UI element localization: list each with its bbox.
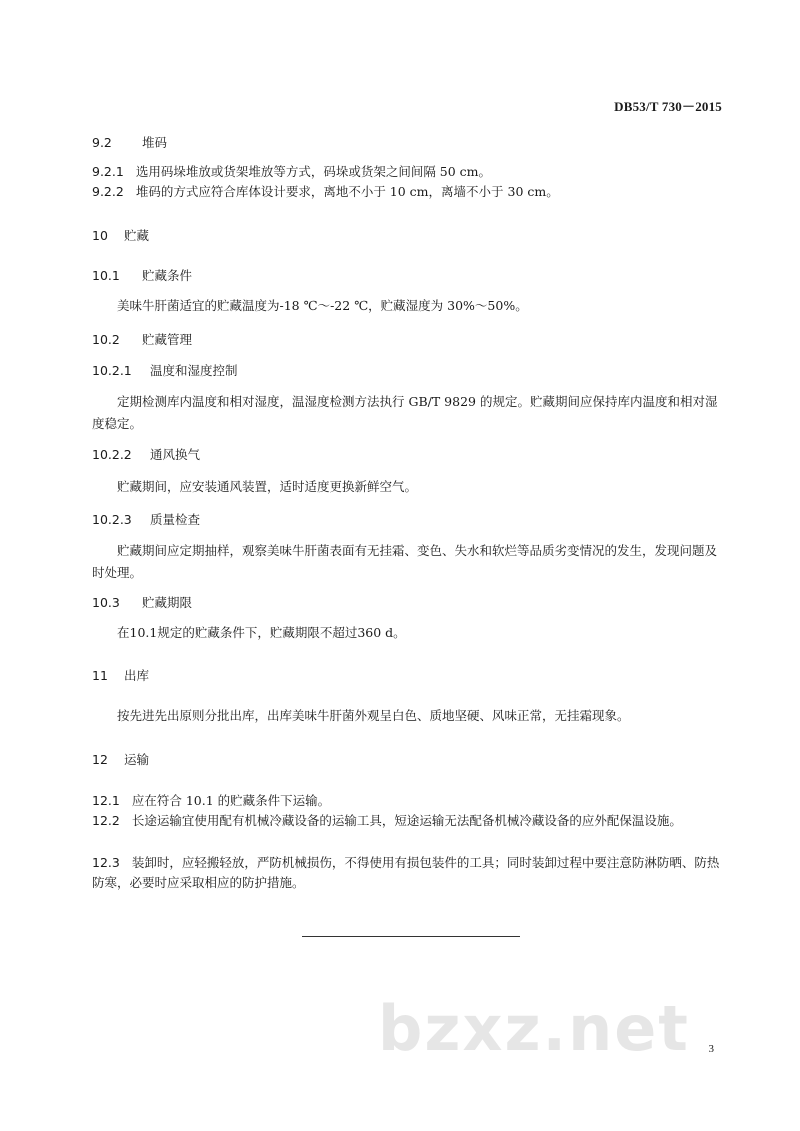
- paragraph-10-2-1: 定期检测库内温度和相对湿度，温湿度检测方法执行 GB/T 9829 的规定。贮藏期间应保持库内温度和相对湿度稳定。: [92, 394, 718, 431]
- clause-text: 装卸时，应轻搬轻放，严防机械损伤，不得使用有损包装件的工具；同时装卸过程中要注意防淋防晒、防热防寒，必要时应采取相应的防护措施。: [92, 855, 720, 890]
- chapter-number: 10: [92, 228, 108, 243]
- section-title: 通风换气: [150, 447, 201, 462]
- heading-12: [92, 750, 728, 770]
- clause-number: 9.2.2: [92, 184, 124, 199]
- heading-10-2: [92, 330, 728, 350]
- chapter-title: 运输: [124, 752, 150, 767]
- section-title: 贮藏条件: [142, 268, 193, 283]
- heading-10: [92, 226, 728, 246]
- section-number: 10.2: [92, 332, 120, 347]
- paragraph-10-2-2: 贮藏期间，应安装通风装置，适时适度更换新鲜空气。: [117, 479, 418, 494]
- page-number: 3: [708, 1043, 714, 1055]
- chapter-title: 贮藏: [124, 228, 150, 243]
- clause-number: 12.1: [92, 793, 120, 808]
- clause-9-2-2: [92, 182, 728, 202]
- clause-9-2-1: [92, 162, 728, 182]
- section-title: 贮藏管理: [142, 332, 193, 347]
- heading-10-2-2: [92, 445, 728, 465]
- heading-9-2: [92, 133, 728, 153]
- paragraph-10-2-3: 贮藏期间应定期抽样，观察美味牛肝菌表面有无挂霜、变色、失水和软烂等品质劣变情况的发生，发现问题及时处理。: [92, 543, 718, 580]
- section-title: 质量检查: [150, 512, 201, 527]
- clause-number: 12.2: [92, 813, 120, 828]
- watermark: bzxz.net: [378, 992, 690, 1065]
- clause-text: 选用码垛堆放或货架堆放等方式，码垛或货架之间间隔 50 cm。: [135, 164, 492, 179]
- clause-12-3: [92, 853, 728, 893]
- paragraph-11: 按先进先出原则分批出库，出库美味牛肝菌外观呈白色、质地坚硬、风味正常，无挂霜现象。: [117, 708, 630, 723]
- section-title: 贮藏期限: [142, 595, 193, 610]
- section-number: 9.2: [92, 135, 112, 150]
- heading-10-2-3: [92, 510, 728, 530]
- chapter-number: 12: [92, 752, 108, 767]
- clause-text: 长途运输宜使用配有机械冷藏设备的运输工具，短途运输无法配备机械冷藏设备的应外配保温设施。: [131, 813, 682, 828]
- heading-11: [92, 666, 728, 686]
- section-title: 堆码: [142, 135, 168, 150]
- section-number: 10.2.1: [92, 363, 132, 378]
- standard-code: DB53/T 730－2015: [614, 99, 722, 114]
- chapter-number: 11: [92, 668, 108, 683]
- section-number: 10.2.3: [92, 512, 132, 527]
- heading-10-2-1: [92, 361, 728, 381]
- clause-number: 9.2.1: [92, 164, 124, 179]
- clause-text: 堆码的方式应符合库体设计要求，离地不小于 10 cm，离墙不小于 30 cm。: [135, 184, 559, 199]
- clause-12-1: [92, 791, 728, 811]
- section-number: 10.3: [92, 595, 120, 610]
- clause-text: 应在符合 10.1 的贮藏条件下运输。: [131, 793, 331, 808]
- end-divider: [302, 936, 520, 937]
- section-number: 10.2.2: [92, 447, 132, 462]
- heading-10-1: [92, 266, 728, 286]
- clause-number: 12.3: [92, 855, 120, 870]
- heading-10-3: [92, 593, 728, 613]
- paragraph-10-1: 美味牛肝菌适宜的贮藏温度为-18 ℃～-22 ℃，贮藏湿度为 30%～50%。: [117, 298, 528, 313]
- section-title: 温度和湿度控制: [150, 363, 238, 378]
- chapter-title: 出库: [124, 668, 150, 683]
- clause-12-2: [92, 811, 728, 831]
- section-number: 10.1: [92, 268, 120, 283]
- paragraph-10-3: 在10.1规定的贮藏条件下，贮藏期限不超过360 d。: [117, 625, 406, 640]
